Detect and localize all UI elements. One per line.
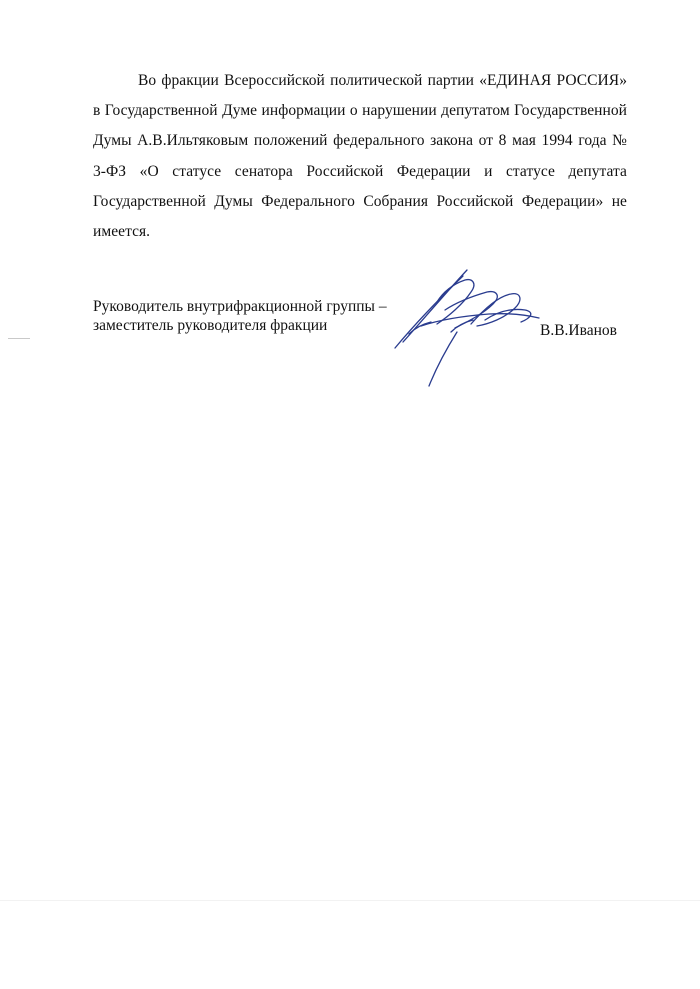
scan-artifact-line bbox=[0, 900, 700, 901]
body-paragraph: Во фракции Всероссийской политической партии «ЕДИНАЯ РОССИЯ» в Государственной Думе информации о нарушении депутатом Государственной Думы А.В.Ильтяковым положений федерального закона от 8 мая 1994 года № 3-ФЗ «О статусе сенатора Российской Федерации и статусе депутата Государственной Думы Федерального Собрания Российской Федерации» не имеется. bbox=[93, 72, 627, 241]
scan-artifact-line bbox=[8, 338, 30, 339]
signatory-title-line-2: заместитель руководителя фракции bbox=[93, 316, 328, 334]
signatory-title-line-1: Руководитель внутрифракционной группы – bbox=[93, 298, 387, 315]
signatory-name: В.В.Иванов bbox=[540, 322, 617, 339]
handwritten-signature-icon bbox=[385, 262, 545, 392]
